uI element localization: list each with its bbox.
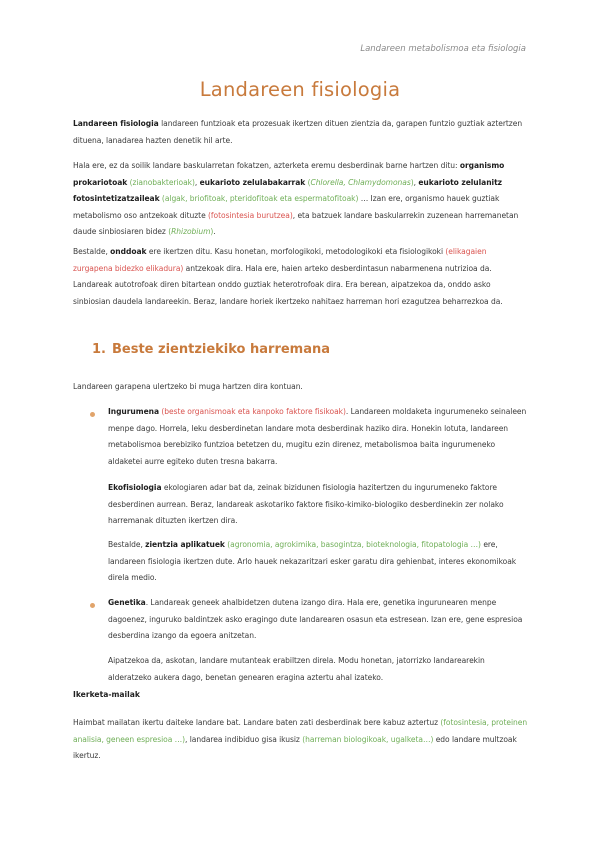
intro-paragraph-1: Landareen fisiologia landareen funtzioak eta prozesuak ikertzen dituen zientzia da, garapen funtzio guztiak aztertzen dituena, lanadarea hazten denetik hil arte.	[73, 119, 523, 145]
section-heading: 1. Beste zientziekiko harremana	[92, 342, 331, 357]
intro-paragraph-2: Hala ere, ez da soilik landare baskularretan fokatzen, azterketa eremu desberdinak barne hartzen ditu: organismo prokariotoak (zianobakterioak), eukarioto zelulabakarrak (Chlorella, Chlamydomonas), eukarioto zelulanitz fotosintetizatzaileak (algak, briofitoak, pteridofitoak eta espermatofitoak) … Izan ere, organismo hauek guztiak metabolismo oso antzekoak dituzte (fotosintesia burutzea), eta batzuek landare baskularrekin zuzenean harremanetan daude sinbiosiaren bidez (Rhizobium).	[73, 161, 519, 237]
term: Landareen fisiologia	[73, 119, 159, 128]
page-title: Landareen fisiologia	[199, 78, 401, 101]
section-lead: Landareen garapena ulertzeko bi muga hartzen dira kontuan.	[73, 382, 303, 391]
subheading-ikerketa-mailak: Ikerketa-mailak	[73, 690, 140, 699]
paragraph-ekofisiologia: Ekofisiologia ekologiaren adar bat da, zeinak bizidunen fisiologia hazitertzen du ingurumeneko faktore desberdinen aurrean. Beraz, landareak askotariko faktore fisiko-kimiko-biologiko desberdinekin zer nolako harremanak dituzten ikertzen dira.	[108, 483, 504, 526]
bullet-marker	[90, 603, 95, 608]
bullet-genetika: Genetika. Landareak geneek ahalbidetzen dutena izango dira. Hala ere, genetika ingurunearen menpe dagoenez, inguruko baldintzek asko eragingo dute landarearen osasun eta estresean. Izan ere, gene espresioa desberdina izango da egoera anitzetan.	[108, 598, 523, 641]
paragraph-mutanteak: Aipatzekoa da, askotan, landare mutanteak erabiltzen direla. Modu honetan, jatorrizko landarearekin alderatzeko aukera dago, benetan genearen eragina aztertu ahal izateko.	[108, 656, 485, 682]
bullet-marker	[90, 412, 95, 417]
intro-paragraph-3: Bestalde, onddoak ere ikertzen ditu. Kasu honetan, morfologikoki, metodologikoki eta fisiologikoki (elikagaien zurgapena bidezko elikadura) antzekoak dira. Hala ere, haien arteko desberdintasun nabarmenena nutrizioa da. Landareak autotrofoak diren bitartean onddo guztiak heterotrofoak dira. Era berean, aipatzekoa da, onddo asko sinbiosian daudela landareekin. Beraz, landare horiek ikertzeko nahitaez harreman hori ezagutzea beharrezkoa da.	[73, 247, 503, 306]
running-header: Landareen metabolismoa eta fisiologia	[360, 44, 526, 54]
bullet-ingurumena: Ingurumena (beste organismoak eta kanpoko faktore fisikoak). Landareen moldaketa ingurumeneko seinaleen menpe dago. Horrela, leku desberdinetan landare mota desberdinak haziko dira. Honekin lotuta, landareen metabolismoa berebiziko funtzioa betetzen du, mugitu ezin direnez, metabolismoa baita ingurumeneko aldaketei aurre egiteko duten tresna bakarra.	[108, 407, 527, 466]
paragraph-zientzia-aplikatuak: Bestalde, zientzia aplikatuek (agronomia, agrokimika, basogintza, bioteknologia, fitopatologia …) ere, landareen fisiologia ikertzen dute. Arlo hauek nekazaritzari esker garatu dira gehienbat, interes ekonomikoak direla medio.	[108, 540, 517, 583]
paragraph-ikerketa: Haimbat mailatan ikertu daiteke landare bat. Landare baten zati desberdinak bere kabuz aztertuz (fotosintesia, proteinen analisia, geneen espresioa …), landarea indibiduo gisa ikusiz (harreman biologikoak, ugalketa…) edo landare multzoak ikertuz.	[73, 718, 528, 761]
